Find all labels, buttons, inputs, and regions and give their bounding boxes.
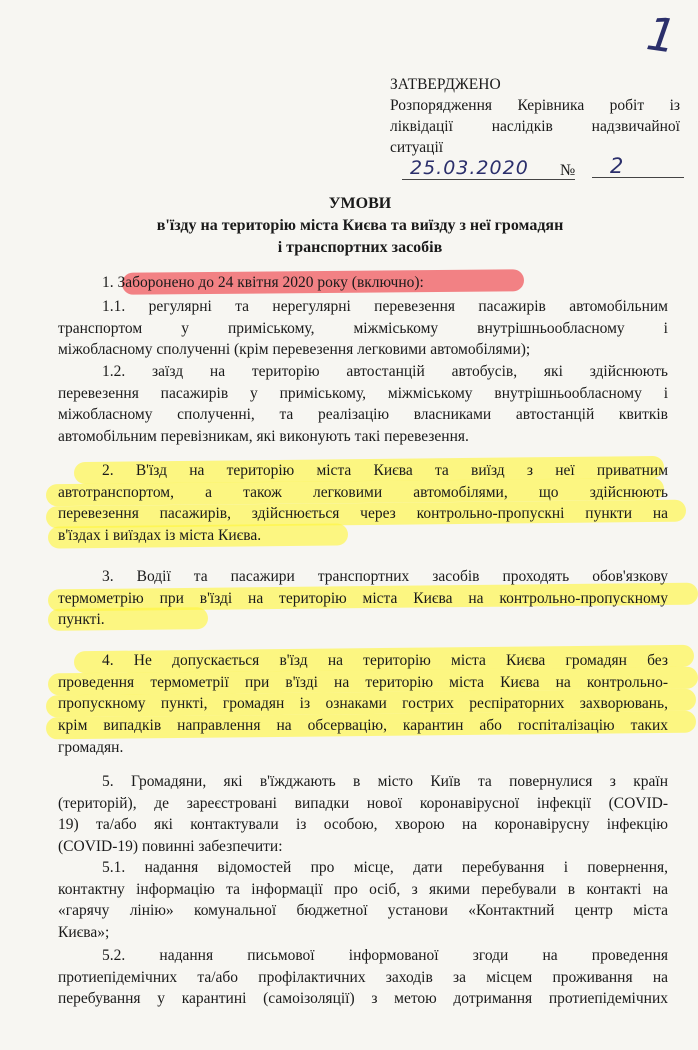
text-line: 2. В'їзд на територію міста Києва та виїзд з неї приватним xyxy=(102,462,668,479)
text-line: 5.2. надання письмової інформованої згоди на проведення xyxy=(102,947,668,964)
title-line: в'їзду на територію міста Києва та виїзду з неї громадян xyxy=(156,217,564,234)
approval-date: 25.03.2020 xyxy=(402,158,575,180)
approval-line: ліквідації наслідків надзвичайної xyxy=(390,118,680,135)
document-title xyxy=(60,193,660,259)
text-line: термометрію при в'їзді на територію міста Києва на контрольно-пропускному xyxy=(58,589,668,607)
approval-heading: ЗАТВЕРДЖЕНО xyxy=(390,76,501,93)
section-5-1 xyxy=(58,857,668,944)
text-line: пропускному пункті, громадян із ознаками гострих респіраторних захворювань, xyxy=(58,695,668,713)
section-5-2 xyxy=(58,945,668,1010)
text-line: Києва»; xyxy=(58,924,110,942)
text-line: 5. Громадяни, які в'їжджають в місто Київ та повернулися з країн xyxy=(102,773,668,790)
section-4 xyxy=(58,650,668,759)
text-line: міжобласному сполученні, та реалізацію власниками автостанцій квитків xyxy=(58,406,668,424)
section-3 xyxy=(58,566,668,631)
text-line: автотранспортом, а також легковими автомобілями, що здійснюють xyxy=(58,483,668,501)
text-line: 1.1. регулярні та нерегулярні перевезення пасажирів автомобільним xyxy=(102,298,668,315)
text-line: 1. Заборонено до 24 квітня 2020 року (включно): xyxy=(102,274,424,291)
section-1 xyxy=(58,272,668,294)
text-line: перебування у карантині (самоізоляції) з метою дотримання протиепідемічних xyxy=(58,990,668,1008)
text-line: перевезення пасажирів у приміському, міжміському внутрішньообласному і xyxy=(58,384,668,402)
text-line: проведення термометрії при в'їзді на територію міста Києва на контрольно- xyxy=(58,673,668,691)
text-line: перевезення пасажирів, здійснюється через контрольно-пропускні пункти на xyxy=(58,505,668,523)
text-line: крім випадків направлення на обсервацію, карантин або госпіталізацію таких xyxy=(58,717,668,735)
text-line: 4. Не допускається в'їзд на територію міста Києва громадян без xyxy=(102,652,668,669)
text-line: транспортом у приміському, міжміському внутрішньообласному і xyxy=(58,319,668,337)
text-line: (COVID-19) повинні забезпечити: xyxy=(58,838,283,856)
text-line: контактну інформацію та інформації про осіб, з якими перебували в контакті на xyxy=(58,880,668,898)
approval-date-row xyxy=(390,154,680,184)
approval-number: 2 xyxy=(592,156,684,178)
section-5 xyxy=(58,771,668,858)
text-line: в'їздах і виїздах із міста Києва. xyxy=(58,527,262,545)
approval-line: ситуації xyxy=(390,139,444,156)
section-1-1 xyxy=(58,296,668,361)
text-line: 3. Водії та пасажири транспортних засобів проходять обов'язкову xyxy=(102,568,668,585)
section-1-2 xyxy=(58,361,668,448)
text-line: 19) та/або які контактували із особою, хворою на коронавірусну інфекцію xyxy=(58,816,668,834)
text-line: 5.1. надання відомостей про місце, дати перебування і повернення, xyxy=(102,859,668,876)
approval-number-label: № xyxy=(560,162,576,179)
text-line: (територій), де зареєстровані випадки нової коронавірусної інфекції (COVID- xyxy=(58,794,668,812)
text-line: міжобласному сполученні (крім перевезення легковими автомобілями); xyxy=(58,341,531,359)
approval-line: Розпорядження Керівника робіт із xyxy=(390,97,680,114)
text-line: протиепідемічних та/або профілактичних заходів за місцем проживання на xyxy=(58,968,668,986)
text-line: громадян. xyxy=(58,738,124,756)
title-line: і транспортних засобів xyxy=(277,239,443,256)
section-2 xyxy=(58,460,668,547)
text-line: автомобільним перевізникам, які виконують такі перевезення. xyxy=(58,428,469,446)
text-line: «гарячу лінію» комунальної бюджетної установи «Контактний центр міста xyxy=(58,902,668,920)
title-heading: УМОВИ xyxy=(328,195,392,212)
page-number: 1 xyxy=(643,6,680,64)
text-line: 1.2. заїзд на територію автостанцій автобусів, які здійснюють xyxy=(102,363,668,380)
text-line: пункті. xyxy=(58,611,105,629)
approval-block xyxy=(390,74,680,184)
